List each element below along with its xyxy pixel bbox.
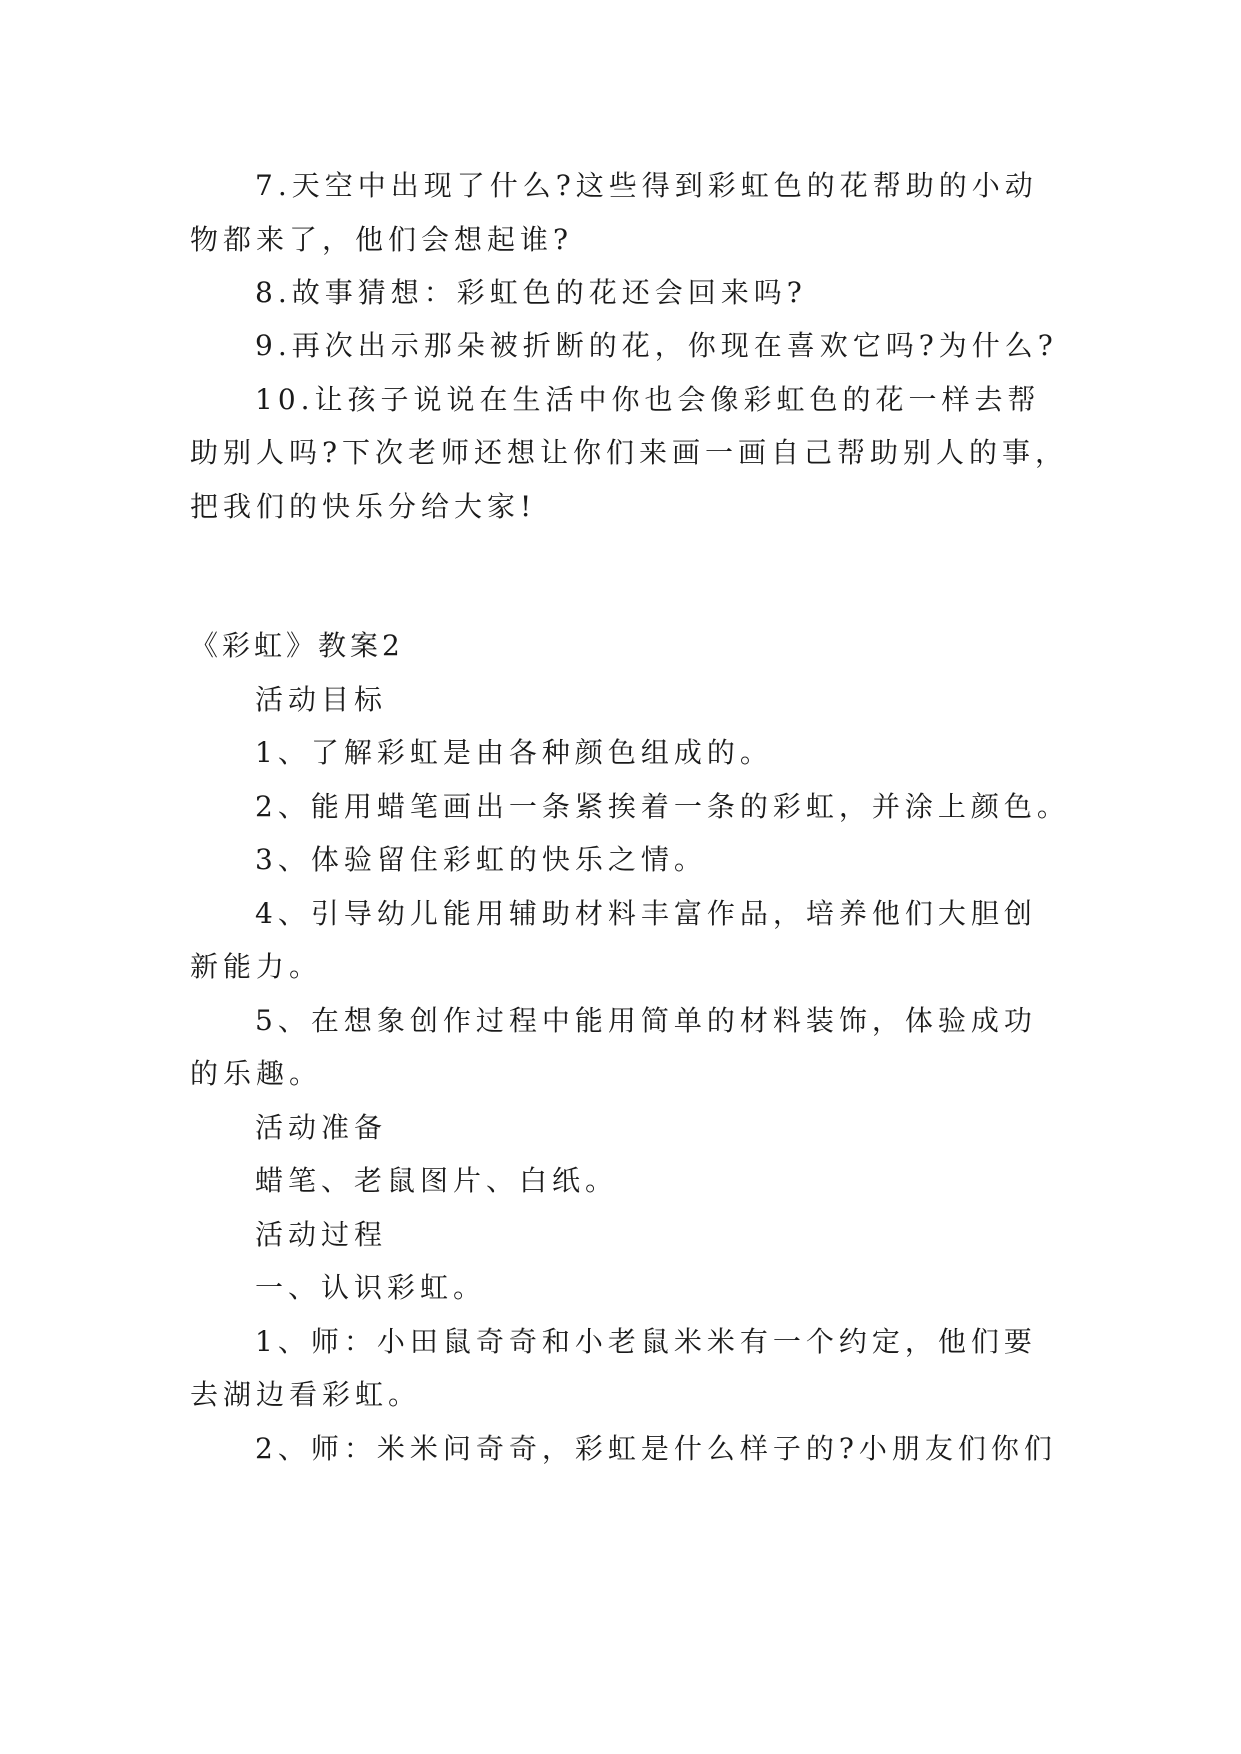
list-item: 2、师：米米问奇奇，彩虹是什么样子的?小朋友们你们 (255, 1432, 1057, 1465)
list-item: 1、了解彩虹是由各种颜色组成的。 (255, 736, 773, 769)
list-item: 1、师：小田鼠奇奇和小老鼠米米有一个约定，他们要 (255, 1325, 1037, 1358)
list-item: 2、能用蜡笔画出一条紧挨着一条的彩虹，并涂上颜色。 (255, 790, 1070, 823)
list-item: 5、在想象创作过程中能用简单的材料装饰，体验成功 (255, 1004, 1037, 1037)
paragraph-line: 物都来了，他们会想起谁? (190, 223, 574, 256)
list-item: 4、引导幼儿能用辅助材料丰富作品，培养他们大胆创 (255, 897, 1037, 930)
paragraph-line: 8.故事猜想：彩虹色的花还会回来吗? (255, 276, 807, 309)
list-item-cont: 新能力。 (190, 950, 323, 983)
list-item-cont: 的乐趣。 (190, 1057, 323, 1090)
sub-heading: 一、认识彩虹。 (255, 1271, 487, 1304)
section-heading: 活动目标 (255, 683, 388, 716)
paragraph-line: 把我们的快乐分给大家! (190, 490, 537, 523)
paragraph-line: 蜡笔、老鼠图片、白纸。 (255, 1164, 619, 1197)
section-heading: 活动准备 (255, 1111, 388, 1144)
paragraph-line: 9.再次出示那朵被折断的花，你现在喜欢它吗?为什么? (255, 329, 1058, 362)
paragraph-line: 助别人吗?下次老师还想让你们来画一画自己帮助别人的事， (190, 436, 1069, 469)
section-heading: 活动过程 (255, 1218, 388, 1251)
paragraph-line: 7.天空中出现了什么?这些得到彩虹色的花帮助的小动 (255, 169, 1038, 202)
list-item-cont: 去湖边看彩虹。 (190, 1378, 422, 1411)
section-title: 《彩虹》教案2 (190, 629, 404, 662)
list-item: 3、体验留住彩虹的快乐之情。 (255, 843, 707, 876)
paragraph-line: 10.让孩子说说在生活中你也会像彩虹色的花一样去帮 (255, 383, 1041, 416)
